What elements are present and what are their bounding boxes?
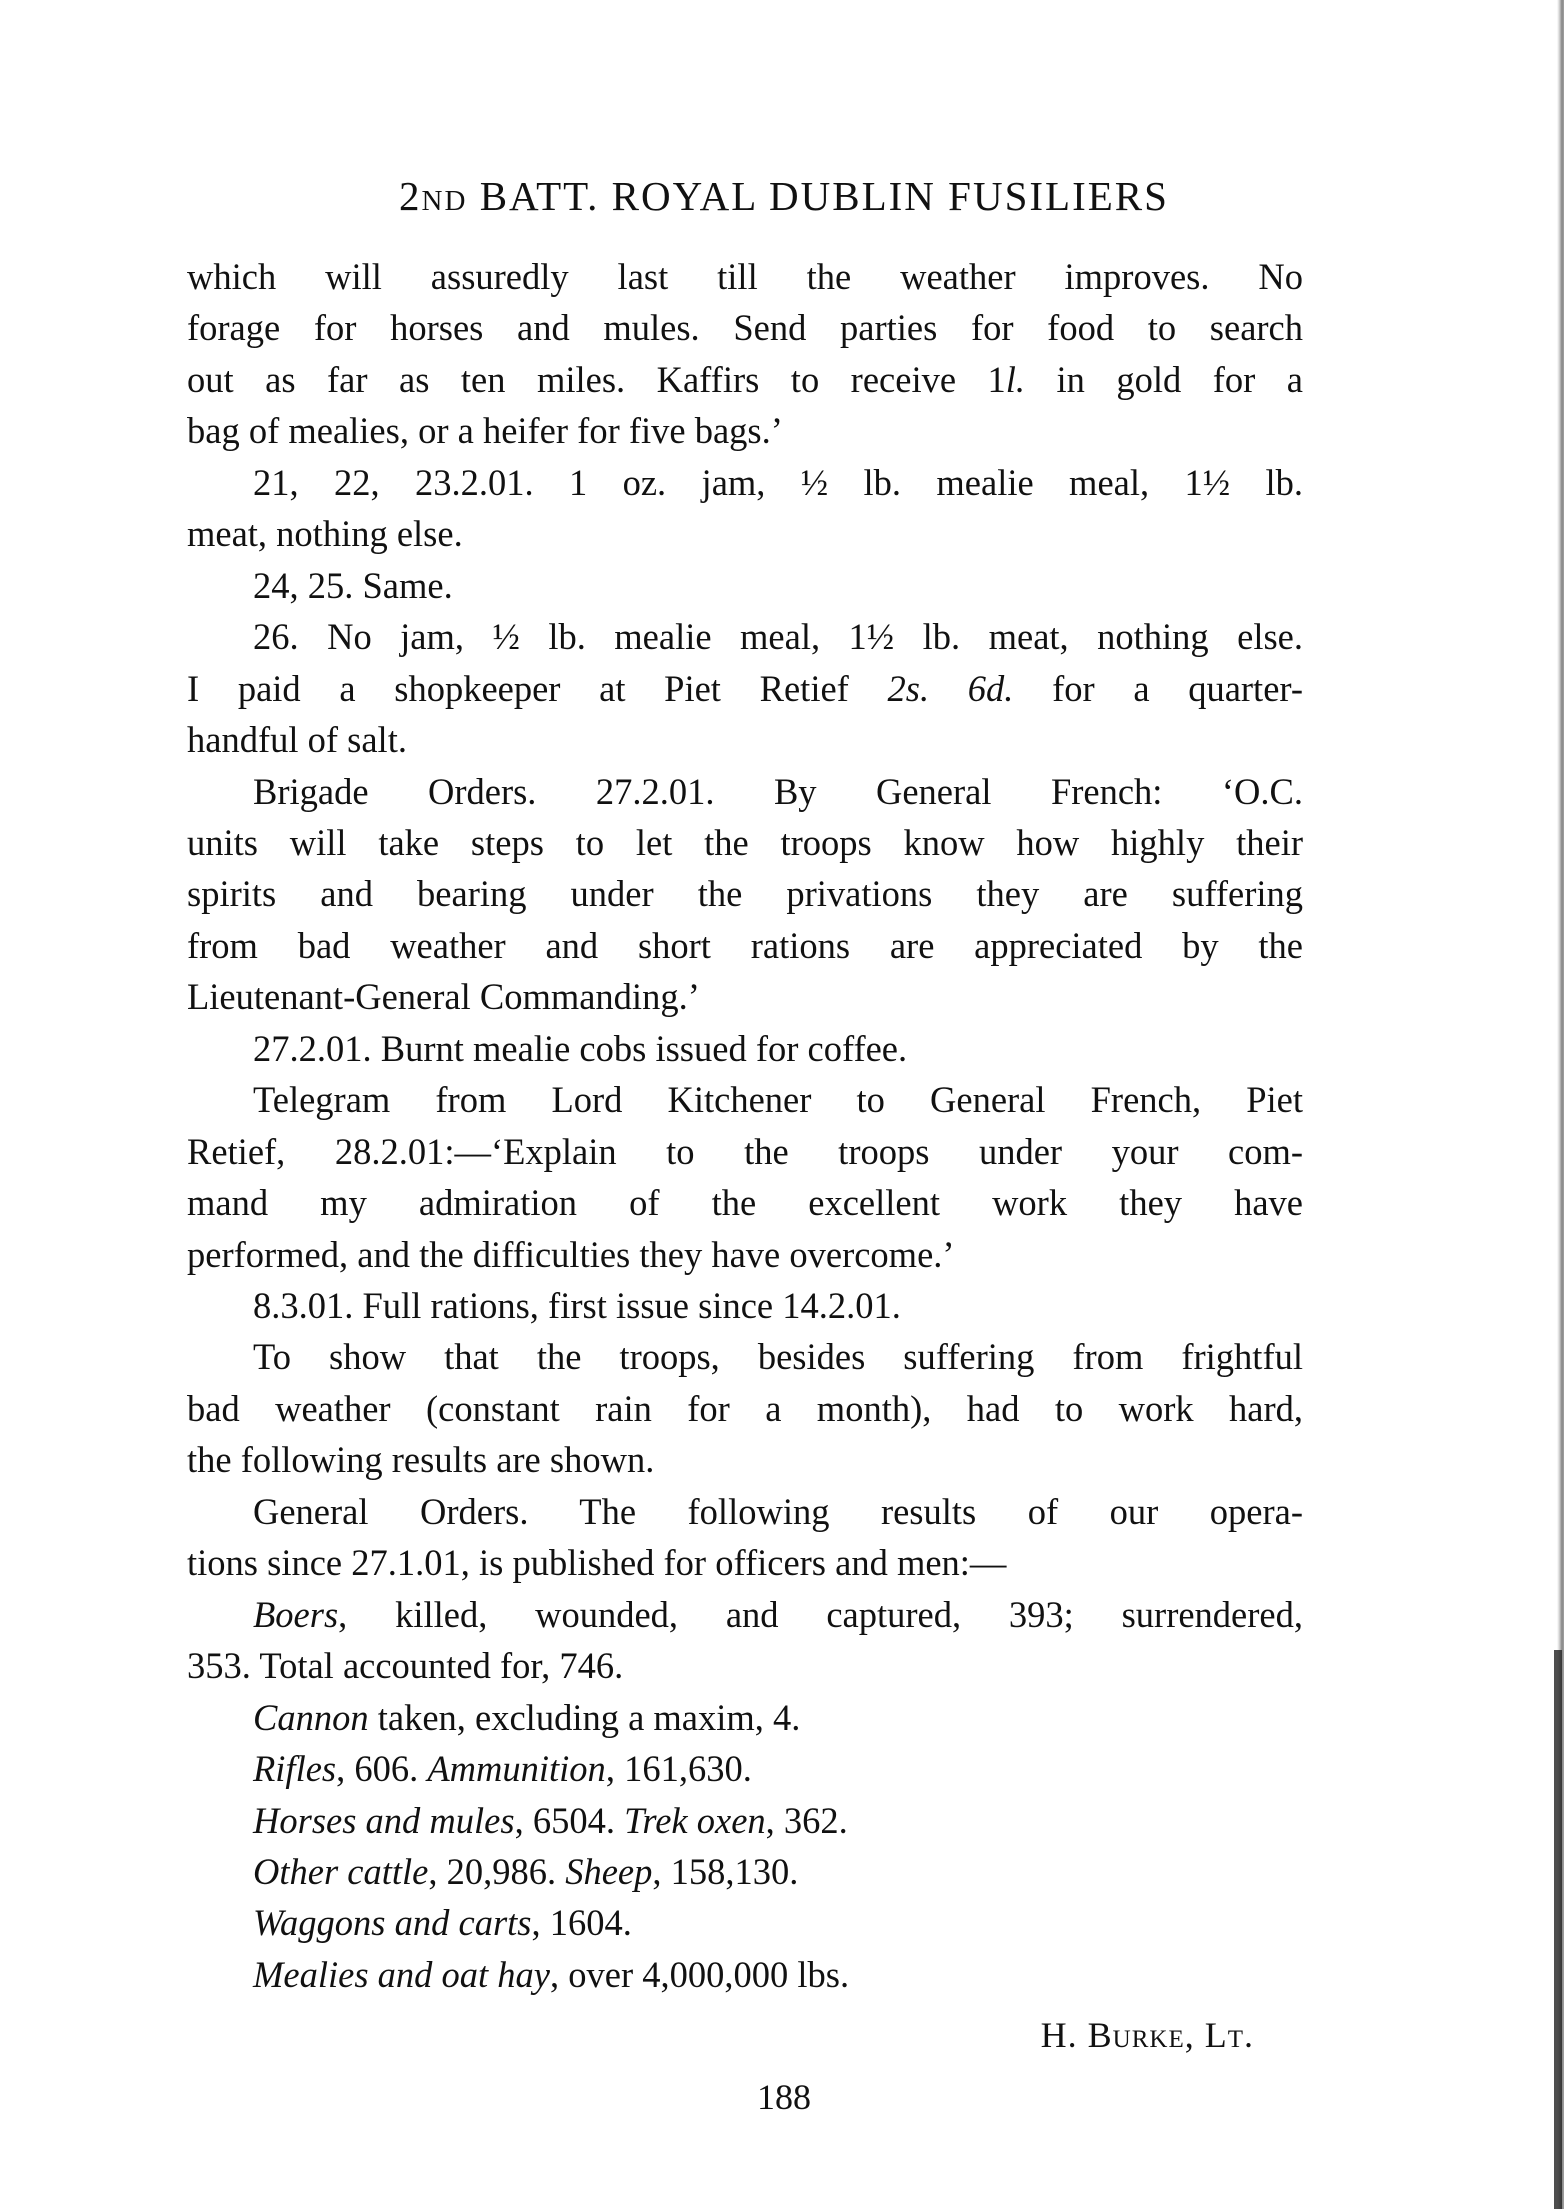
text-line (187, 667, 1303, 711)
text-line (187, 1438, 1303, 1482)
italic-text: Horses and mules (253, 1799, 515, 1841)
text-segment: , 606. (336, 1748, 428, 1790)
text-segment: in gold for a (1025, 358, 1303, 400)
text-line (253, 564, 1303, 608)
text-line (187, 1541, 1303, 1585)
text-segment: Lieutenant-General Commanding.’ (187, 976, 700, 1018)
header-title: BATT. ROYAL DUBLIN FUSILIERS (479, 173, 1169, 219)
text-segment: which will assuredly last till the weather improves. No (187, 256, 1303, 297)
text-segment: spirits and bearing under the privations they are suffering (187, 873, 1303, 915)
text-line (187, 306, 1303, 350)
text-segment: Brigade Orders. 27.2.01. By General French: ‘O.C. (253, 770, 1303, 812)
text-segment: 26. No jam, ½ lb. mealie meal, 1½ lb. meat, nothing else. (253, 616, 1303, 658)
text-line (253, 1799, 1303, 1843)
italic-text: Boers (253, 1593, 339, 1635)
text-segment: out as far as ten miles. Kaffirs to receive 1 (187, 358, 1006, 400)
text-segment: handful of salt. (187, 719, 407, 761)
text-line (253, 1027, 1303, 1071)
italic-text: Waggons and carts (253, 1902, 532, 1944)
text-segment: 8.3.01. Full rations, first issue since 14.2.01. (253, 1285, 901, 1326)
text-line (187, 358, 1303, 402)
italic-text: Cannon (253, 1696, 369, 1738)
text-line (253, 1593, 1303, 1637)
text-segment: Retief, 28.2.01:—‘Explain to the troops under your com- (187, 1130, 1303, 1172)
text-segment: To show that the troops, besides suffering from frightful (253, 1336, 1303, 1378)
text-segment: meat, nothing else. (187, 513, 463, 555)
italic-text: 2s. 6d. (887, 667, 1014, 709)
text-segment: I paid a shopkeeper at Piet Retief (187, 667, 888, 709)
text-line (187, 409, 1303, 453)
text-segment: bad weather (constant rain for a month), had to work hard, (187, 1387, 1303, 1429)
page-number: 188 (757, 2077, 811, 2117)
text-segment: Telegram from Lord Kitchener to General French, Piet (253, 1079, 1303, 1121)
text-segment: 353. Total accounted for, 746. (187, 1645, 624, 1687)
text-segment: the following results are shown. (187, 1439, 655, 1481)
text-line (187, 1233, 1303, 1277)
text-line (253, 1335, 1303, 1379)
text-line (187, 1130, 1303, 1174)
text-line (187, 975, 1303, 1019)
text-line (253, 1490, 1303, 1534)
text-segment: mand my admiration of the excellent work they have (187, 1182, 1303, 1224)
text-segment: 21, 22, 23.2.01. 1 oz. jam, ½ lb. mealie meal, 1½ lb. (253, 461, 1303, 503)
text-line (253, 461, 1303, 505)
text-segment: 27.2.01. Burnt mealie cobs issued for coffee. (253, 1027, 908, 1069)
text-line (187, 1387, 1303, 1431)
text-segment: , 362. (765, 1799, 848, 1841)
text-segment: tions since 27.1.01, is published for officers and men:— (187, 1542, 1007, 1584)
text-segment: from bad weather and short rations are appreciated by the (187, 924, 1303, 966)
header-prefix: 2nd (399, 173, 468, 219)
italic-text: l. (1005, 358, 1026, 400)
text-segment: , 20,986. (428, 1850, 566, 1892)
italic-text: Other cattle (253, 1850, 429, 1892)
text-line (253, 1953, 1303, 1997)
text-segment: forage for horses and mules. Send parties for food to search (187, 307, 1303, 349)
text-line (187, 1644, 1303, 1688)
text-segment: for a quarter- (1013, 667, 1303, 709)
text-segment: , 158,130. (652, 1850, 799, 1892)
text-segment: General Orders. The following results of our opera- (253, 1490, 1303, 1532)
text-segment: 24, 25. Same. (253, 564, 453, 606)
text-segment: performed, and the difficulties they have overcome.’ (187, 1233, 955, 1275)
signature: H. Burke, Lt. (1040, 2015, 1254, 2055)
text-line (253, 1747, 1303, 1791)
italic-text: Ammunition (427, 1748, 606, 1790)
text-segment: , killed, wounded, and captured, 393; surrendered, (338, 1593, 1303, 1635)
text-line (187, 821, 1303, 865)
text-line (253, 1078, 1303, 1122)
text-line (253, 1284, 1303, 1328)
italic-text: Sheep (565, 1850, 653, 1892)
italic-text: Trek oxen (624, 1799, 766, 1841)
italic-text: Mealies and oat hay (253, 1953, 551, 1995)
text-segment: , 6504. (514, 1799, 625, 1841)
italic-text: Rifles (253, 1748, 337, 1790)
text-segment: , 1604. (531, 1902, 632, 1944)
text-segment: bag of mealies, or a heifer for five bags.’ (187, 410, 783, 452)
page-edge-shadow-lower (1554, 1650, 1562, 2209)
text-line (187, 255, 1303, 299)
text-segment: taken, excluding a maxim, 4. (368, 1696, 801, 1738)
text-line (253, 1696, 1303, 1740)
text-line (187, 872, 1303, 916)
text-line (253, 1850, 1303, 1894)
text-line (187, 1181, 1303, 1225)
text-line (253, 1901, 1303, 1945)
text-segment: units will take steps to let the troops know how highly their (187, 821, 1303, 863)
text-line (187, 924, 1303, 968)
running-header (0, 172, 1568, 220)
text-line (187, 718, 1303, 762)
text-line (253, 770, 1303, 814)
text-segment: , 161,630. (605, 1748, 752, 1790)
text-line (187, 512, 1303, 556)
text-line (253, 615, 1303, 659)
text-segment: , over 4,000,000 lbs. (550, 1953, 850, 1995)
